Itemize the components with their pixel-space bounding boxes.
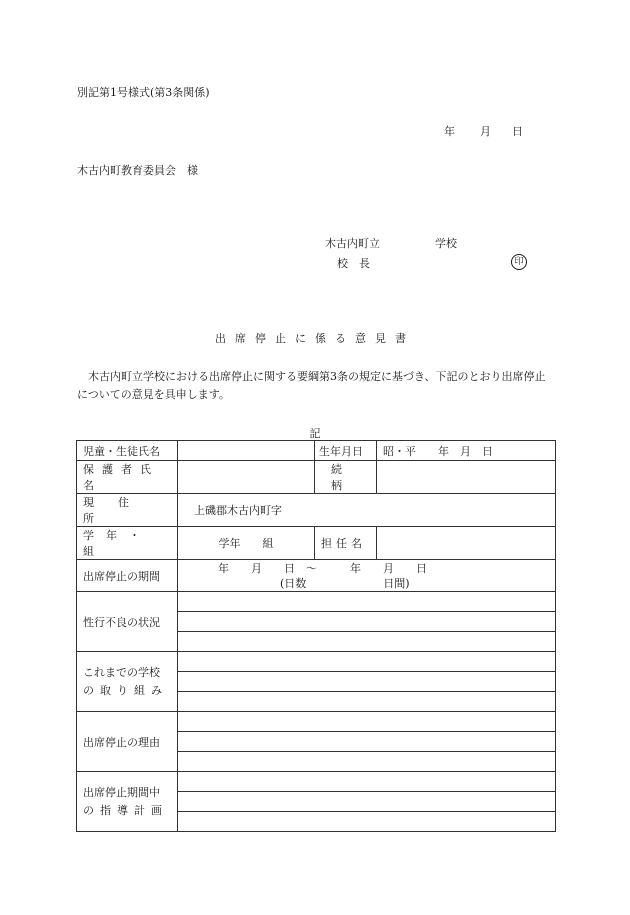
reason-line-2[interactable] xyxy=(178,732,556,752)
efforts-label-line-1: これまでの学校 xyxy=(83,665,160,679)
behavior-label: 性行不良の状況 xyxy=(77,592,178,652)
relation-field[interactable] xyxy=(377,461,556,494)
efforts-line-3[interactable] xyxy=(178,692,556,712)
date-line xyxy=(444,123,523,139)
ki-heading: 記 xyxy=(309,427,321,440)
student-name-label: 児童・生徒氏名 xyxy=(77,441,178,461)
reason-row-1 xyxy=(77,712,556,732)
addressee: 木古内町教育委員会 様 xyxy=(77,164,198,177)
efforts-label-line-2: の取り組み xyxy=(83,683,168,697)
sender-principal: 校 長 xyxy=(337,257,370,270)
grade-field[interactable]: 学年 組 xyxy=(178,527,315,560)
address-label: 現住所 xyxy=(77,494,178,527)
row-guardian xyxy=(77,461,556,494)
birthdate-field[interactable]: 昭・平 年 月 日 xyxy=(377,441,556,461)
date-day: 日 xyxy=(512,125,523,138)
period-field[interactable] xyxy=(178,560,556,592)
document-title: 出席停止に係る意見書 xyxy=(215,332,415,345)
body-text: 木古内町立学校における出席停止に関する要綱第3条の規定に基づき、下記のとおり出席停止についての意見を具申します。 xyxy=(77,370,546,401)
behavior-line-3[interactable] xyxy=(178,632,556,652)
behavior-line-2[interactable] xyxy=(178,612,556,632)
period-label: 出席停止の期間 xyxy=(77,560,178,592)
opinion-form-table xyxy=(76,440,556,832)
school-suffix: 学校 xyxy=(435,237,457,250)
row-grade xyxy=(77,527,556,560)
efforts-label xyxy=(77,652,178,712)
guidance-label-line-2: の指導計画 xyxy=(83,803,168,817)
guardian-label: 保護者氏名 xyxy=(77,461,178,494)
row-address xyxy=(77,494,556,527)
reason-label: 出席停止の理由 xyxy=(77,712,178,772)
relation-label: 続柄 xyxy=(315,461,377,494)
reason-line-3[interactable] xyxy=(178,752,556,772)
teacher-label: 担任名 xyxy=(315,527,377,560)
date-month: 月 xyxy=(480,125,491,138)
efforts-line-2[interactable] xyxy=(178,672,556,692)
reason-line-1[interactable] xyxy=(178,712,556,732)
grade-label: 学年・組 xyxy=(77,527,178,560)
address-field[interactable]: 上磯郡木古内町字 xyxy=(178,494,556,527)
row-student xyxy=(77,441,556,461)
guardian-field[interactable] xyxy=(178,461,315,494)
guidance-label-line-1: 出席停止期間中 xyxy=(83,785,160,799)
guidance-row-1 xyxy=(77,772,556,792)
period-dates: 年 月 日 〜 年 月 日 xyxy=(218,562,427,575)
date-year: 年 xyxy=(444,125,455,138)
efforts-line-1[interactable] xyxy=(178,652,556,672)
form-reference: 別記第1号様式(第3条関係) xyxy=(77,86,210,99)
guidance-label xyxy=(77,772,178,832)
behavior-row-1 xyxy=(77,592,556,612)
sender-school xyxy=(325,235,457,251)
period-days: (日数 日間) xyxy=(280,577,410,590)
seal-mark: 印 xyxy=(511,254,527,270)
student-name-field[interactable] xyxy=(178,441,315,461)
school-prefix: 木古内町立 xyxy=(325,237,380,250)
guidance-line-3[interactable] xyxy=(178,812,556,832)
row-period xyxy=(77,560,556,592)
body-paragraph xyxy=(77,368,555,404)
guidance-line-2[interactable] xyxy=(178,792,556,812)
teacher-field[interactable] xyxy=(377,527,556,560)
birthdate-label: 生年月日 xyxy=(315,441,377,461)
guidance-line-1[interactable] xyxy=(178,772,556,792)
behavior-line-1[interactable] xyxy=(178,592,556,612)
efforts-row-1 xyxy=(77,652,556,672)
